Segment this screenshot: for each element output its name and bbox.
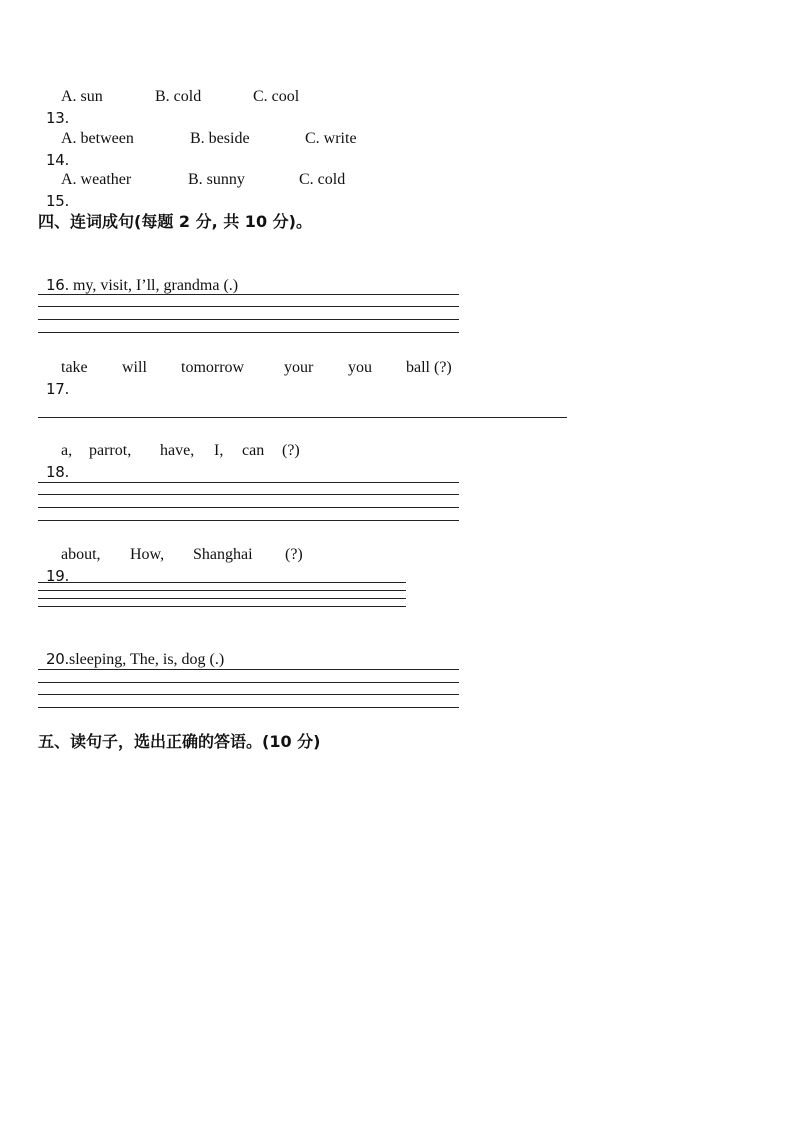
word: can bbox=[242, 442, 265, 459]
answer-line[interactable] bbox=[38, 598, 406, 599]
word: I, bbox=[214, 442, 224, 459]
question-text: sleeping, The, is, dog (.) bbox=[68, 651, 225, 668]
answer-line[interactable] bbox=[38, 417, 567, 418]
question-number: 16. bbox=[46, 276, 69, 294]
question-number: 13. bbox=[46, 109, 69, 127]
option-c: C. write bbox=[305, 130, 357, 147]
answer-line[interactable] bbox=[38, 507, 459, 508]
word: How, bbox=[130, 546, 165, 563]
answer-line[interactable] bbox=[38, 306, 459, 307]
word: parrot, bbox=[89, 442, 132, 459]
word: ball (?) bbox=[406, 359, 452, 376]
section-5-heading: 五、读句子，选出正确的答语。(10 分) bbox=[38, 732, 321, 751]
answer-line[interactable] bbox=[38, 682, 459, 683]
word: a, bbox=[61, 442, 73, 459]
answer-line[interactable] bbox=[38, 694, 459, 695]
word: (?) bbox=[285, 546, 303, 563]
question-number: 17. bbox=[46, 380, 69, 398]
answer-line[interactable] bbox=[38, 319, 459, 320]
answer-line[interactable] bbox=[38, 294, 459, 295]
question-number: 14. bbox=[46, 151, 69, 169]
option-a: A. between bbox=[61, 130, 134, 147]
option-a: A. weather bbox=[61, 171, 132, 188]
word: have, bbox=[160, 442, 195, 459]
question-number: 18. bbox=[46, 463, 69, 481]
answer-line[interactable] bbox=[38, 482, 459, 483]
question-number: 15. bbox=[46, 192, 69, 210]
answer-line[interactable] bbox=[38, 494, 459, 495]
question-20 bbox=[38, 629, 224, 670]
option-b: B. cold bbox=[155, 88, 202, 105]
word: Shanghai bbox=[193, 546, 253, 563]
question-number: 20. bbox=[46, 650, 69, 668]
answer-line[interactable] bbox=[38, 332, 459, 333]
question-text: my, visit, I’ll, grandma (.) bbox=[68, 277, 239, 294]
section-4-heading: 四、连词成句(每题 2 分, 共 10 分)。 bbox=[38, 212, 312, 231]
answer-line[interactable] bbox=[38, 582, 406, 583]
word: (?) bbox=[282, 442, 300, 459]
question-number: 19. bbox=[46, 567, 69, 585]
word: will bbox=[122, 359, 147, 376]
word: about, bbox=[61, 546, 101, 563]
word: tomorrow bbox=[181, 359, 245, 376]
option-a: A. sun bbox=[61, 88, 103, 105]
answer-line[interactable] bbox=[38, 669, 459, 670]
answer-line[interactable] bbox=[38, 606, 406, 607]
word: your bbox=[284, 359, 314, 376]
option-c: C. cool bbox=[253, 88, 300, 105]
option-b: B. beside bbox=[190, 130, 250, 147]
word: you bbox=[348, 359, 372, 376]
option-b: B. sunny bbox=[188, 171, 245, 188]
answer-line[interactable] bbox=[38, 590, 406, 591]
question-16 bbox=[38, 255, 238, 296]
answer-line[interactable] bbox=[38, 520, 459, 521]
option-c: C. cold bbox=[299, 171, 346, 188]
word: take bbox=[61, 359, 88, 376]
answer-line[interactable] bbox=[38, 707, 459, 708]
